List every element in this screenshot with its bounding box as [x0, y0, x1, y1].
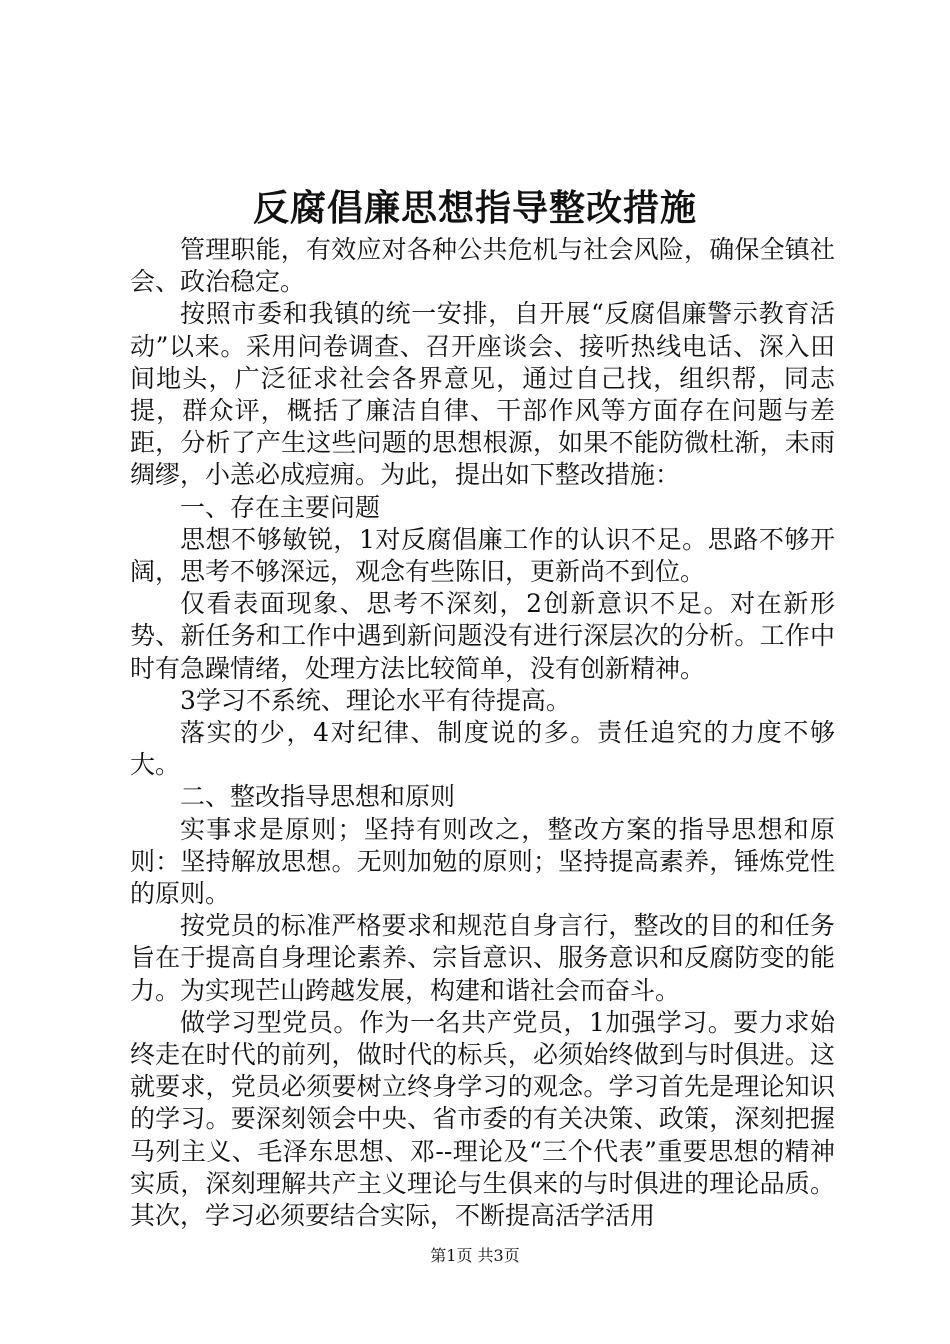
paragraph: 实事求是原则；坚持有则改之，整改方案的指导思想和原则：坚持解放思想。无则加勉的原则；坚持提高素养，锤炼党性的原则。 — [130, 814, 835, 909]
paragraph: 按照市委和我镇的统一安排，自开展“反腐倡廉警示教育活动”以来。采用问卷调查、召开座谈会、接听热线电话、深入田间地头，广泛征求社会各界意见，通过自己找，组织帮，同志提，群众评，概括了廉洁自律、干部作风等方面存在问题与差距，分析了产生这些问题的思想根源，如果不能防微杜渐，未雨绸缪，小恙必成痘痈。为此，提出如下整改措施： — [130, 299, 835, 490]
paragraph: 做学习型党员。作为一名共产党员，1加强学习。要力求始终走在时代的前列，做时代的标兵，必须始终做到与时俱进。这就要求，党员必须要树立终身学习的观念。学习首先是理论知识的学习。要深刻领会中央、省市委的有关决策、政策，深刻把握马列主义、毛泽东思想、邓--理论及“三个代表”重要思想的精神实质，深刻理解共产主义理论与生俱来的与时俱进的理论品质。其次，学习必须要结合实际，不断提高活学活用 — [130, 1007, 835, 1231]
document-title: 反腐倡廉思想指导整改措施 — [252, 187, 697, 229]
paragraph: 按党员的标准严格要求和规范自身言行，整改的目的和任务旨在于提高自身理论素养、宗旨意识、服务意识和反腐防变的能力。为实现芒山跨越发展，构建和谐社会而奋斗。 — [130, 911, 835, 1005]
section-heading: 二、整改指导思想和原则 — [180, 782, 456, 812]
page-footer: 第1页 共3页 — [430, 1246, 520, 1265]
document-body — [130, 234, 835, 1232]
section-heading: 一、存在主要问题 — [180, 492, 381, 522]
paragraph: 仅看表面现象、思考不深刻，2创新意识不足。对在新形势、新任务和工作中遇到新问题没有进行深层次的分析。工作中时有急躁情绪，处理方法比较简单，没有创新精神。 — [130, 589, 835, 683]
paragraph: 思想不够敏锐，1对反腐倡廉工作的认识不足。思路不够开阔，思考不够深远，观念有些陈旧，更新尚不到位。 — [130, 524, 835, 587]
paragraph: 3学习不系统、理论水平有待提高。 — [180, 685, 571, 715]
paragraph: 管理职能，有效应对各种公共危机与社会风险，确保全镇社会、政治稳定。 — [130, 235, 835, 297]
paragraph: 落实的少，4对纪律、制度说的多。责任追究的力度不够大。 — [130, 718, 835, 780]
